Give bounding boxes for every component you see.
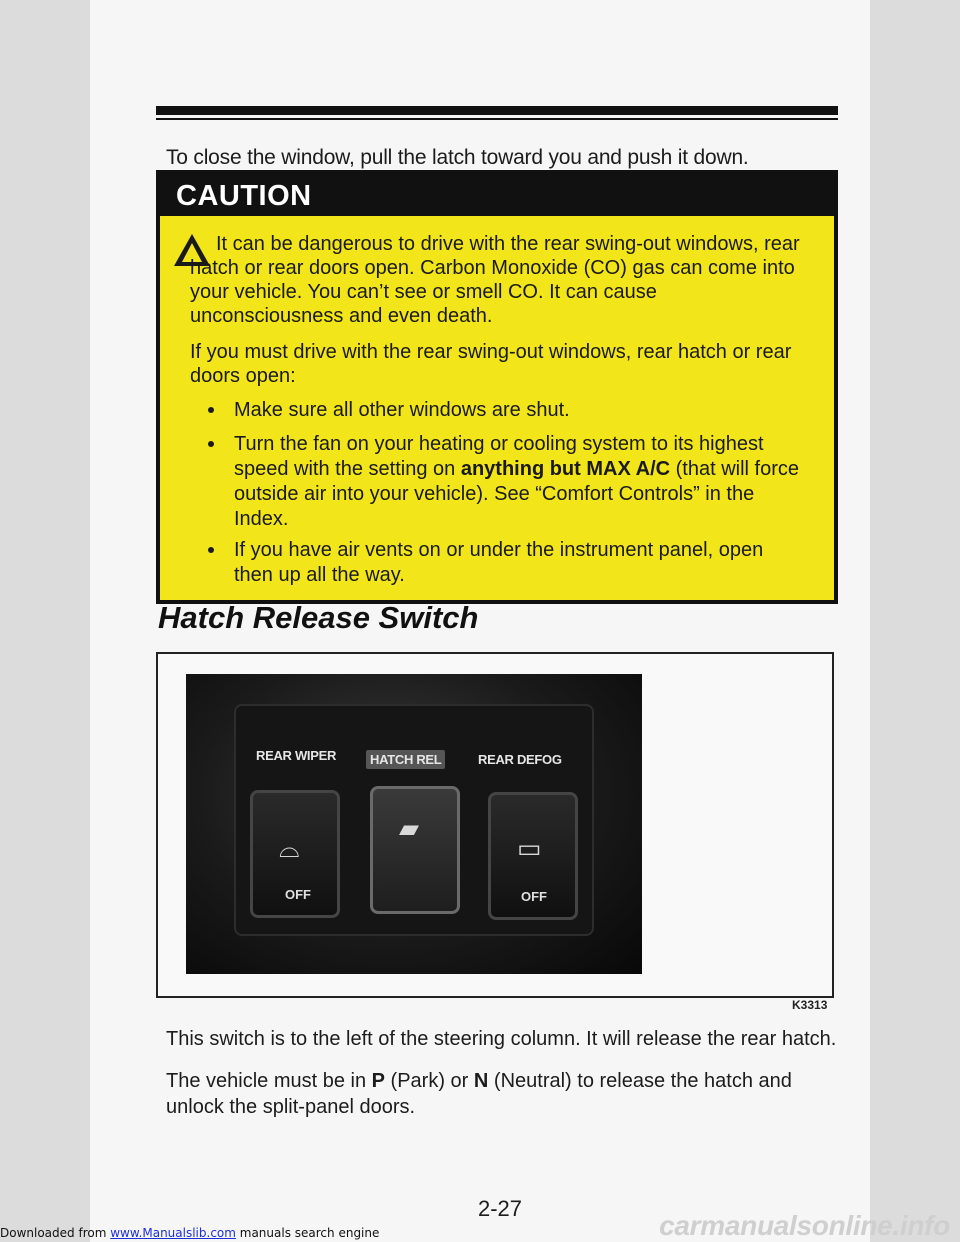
footer-suffix: manuals search engine [235, 1226, 380, 1240]
bullet-text-line: If you have air vents on or under the instrument panel, open [234, 539, 764, 561]
text-span: The vehicle must be in [166, 1070, 372, 1092]
download-footer [0, 1226, 379, 1240]
manual-page [90, 0, 870, 1242]
top-rule-thin [156, 118, 838, 120]
rear-wiper-switch [250, 790, 340, 918]
caution-box [156, 170, 838, 604]
caution-line-1: It can be dangerous to drive with the rear swing-out windows, rear [216, 233, 800, 255]
section-heading: Hatch Release Switch [158, 600, 479, 635]
body-paragraph-2 [166, 1068, 846, 1120]
switch-panel-photo [186, 674, 642, 974]
bullet-text: Make sure all other windows are shut. [234, 399, 570, 421]
emphasis-text: anything but MAX A/C [460, 458, 671, 480]
bullet-text-line: Index. [234, 508, 289, 530]
paragraph-line: unlock the split-panel doors. [166, 1096, 416, 1118]
bullet-item [234, 432, 799, 532]
bullet-dot [208, 547, 214, 553]
hatch-release-switch [370, 786, 460, 914]
caution-para2-line-1: If you must drive with the rear swing-out windows, rear hatch or rear [190, 341, 792, 363]
hatch-icon: ▰ [399, 813, 419, 843]
top-rule [156, 106, 838, 115]
bullet-text-line: outside air into your vehicle). See “Comfort Controls” in the [234, 483, 755, 505]
rear-wiper-label: REAR WIPER [256, 748, 337, 763]
figure-code: K3313 [792, 998, 828, 1012]
text-span: (that will force [670, 458, 800, 480]
gear-n-text: N [473, 1070, 489, 1092]
intro-text: To close the window, pull the latch toward you and push it down. [166, 146, 749, 169]
switch-bezel [234, 704, 594, 936]
bullet-item [234, 538, 763, 588]
paragraph-line [166, 1068, 846, 1094]
wiper-icon: ⌓ [279, 833, 300, 863]
off-label: OFF [285, 887, 311, 902]
body-paragraph-1: This switch is to the left of the steering column. It will release the rear hatch. [166, 1028, 837, 1050]
text-span: (Neutral) to release the hatch and [488, 1070, 792, 1092]
caution-line-2: hatch or rear doors open. Carbon Monoxide (CO) gas can come into [190, 257, 795, 279]
caution-para2-line-2: doors open: [190, 365, 296, 387]
bullet-text-line [234, 457, 799, 482]
text-span: (Park) or [385, 1070, 474, 1092]
caution-title: CAUTION [160, 174, 834, 216]
bullet-dot [208, 407, 214, 413]
rear-defog-switch [488, 792, 578, 920]
caution-line-3: your vehicle. You can’t see or smell CO. It can cause [190, 281, 657, 303]
hatch-rel-label: HATCH REL [366, 750, 445, 769]
bullet-item [234, 398, 570, 423]
figure-frame [156, 652, 834, 998]
off-label: OFF [521, 889, 547, 904]
watermark: carmanualsonline.info [659, 1210, 950, 1241]
bullet-text-line: Turn the fan on your heating or cooling system to its highest [234, 433, 764, 455]
footer-prefix: Downloaded from [0, 1226, 111, 1240]
text-span: speed with the setting on [234, 458, 461, 480]
bullet-dot [208, 441, 214, 447]
page-number: 2-27 [478, 1196, 523, 1221]
bullet-text-line: then up all the way. [234, 564, 405, 586]
caution-line-4: unconsciousness and even death. [190, 305, 493, 327]
gear-p-text: P [371, 1070, 385, 1092]
manualslib-link[interactable]: www.Manualslib.com [110, 1226, 236, 1240]
rear-defog-label: REAR DEFOG [478, 752, 562, 767]
defog-icon: ▭ [517, 833, 542, 863]
